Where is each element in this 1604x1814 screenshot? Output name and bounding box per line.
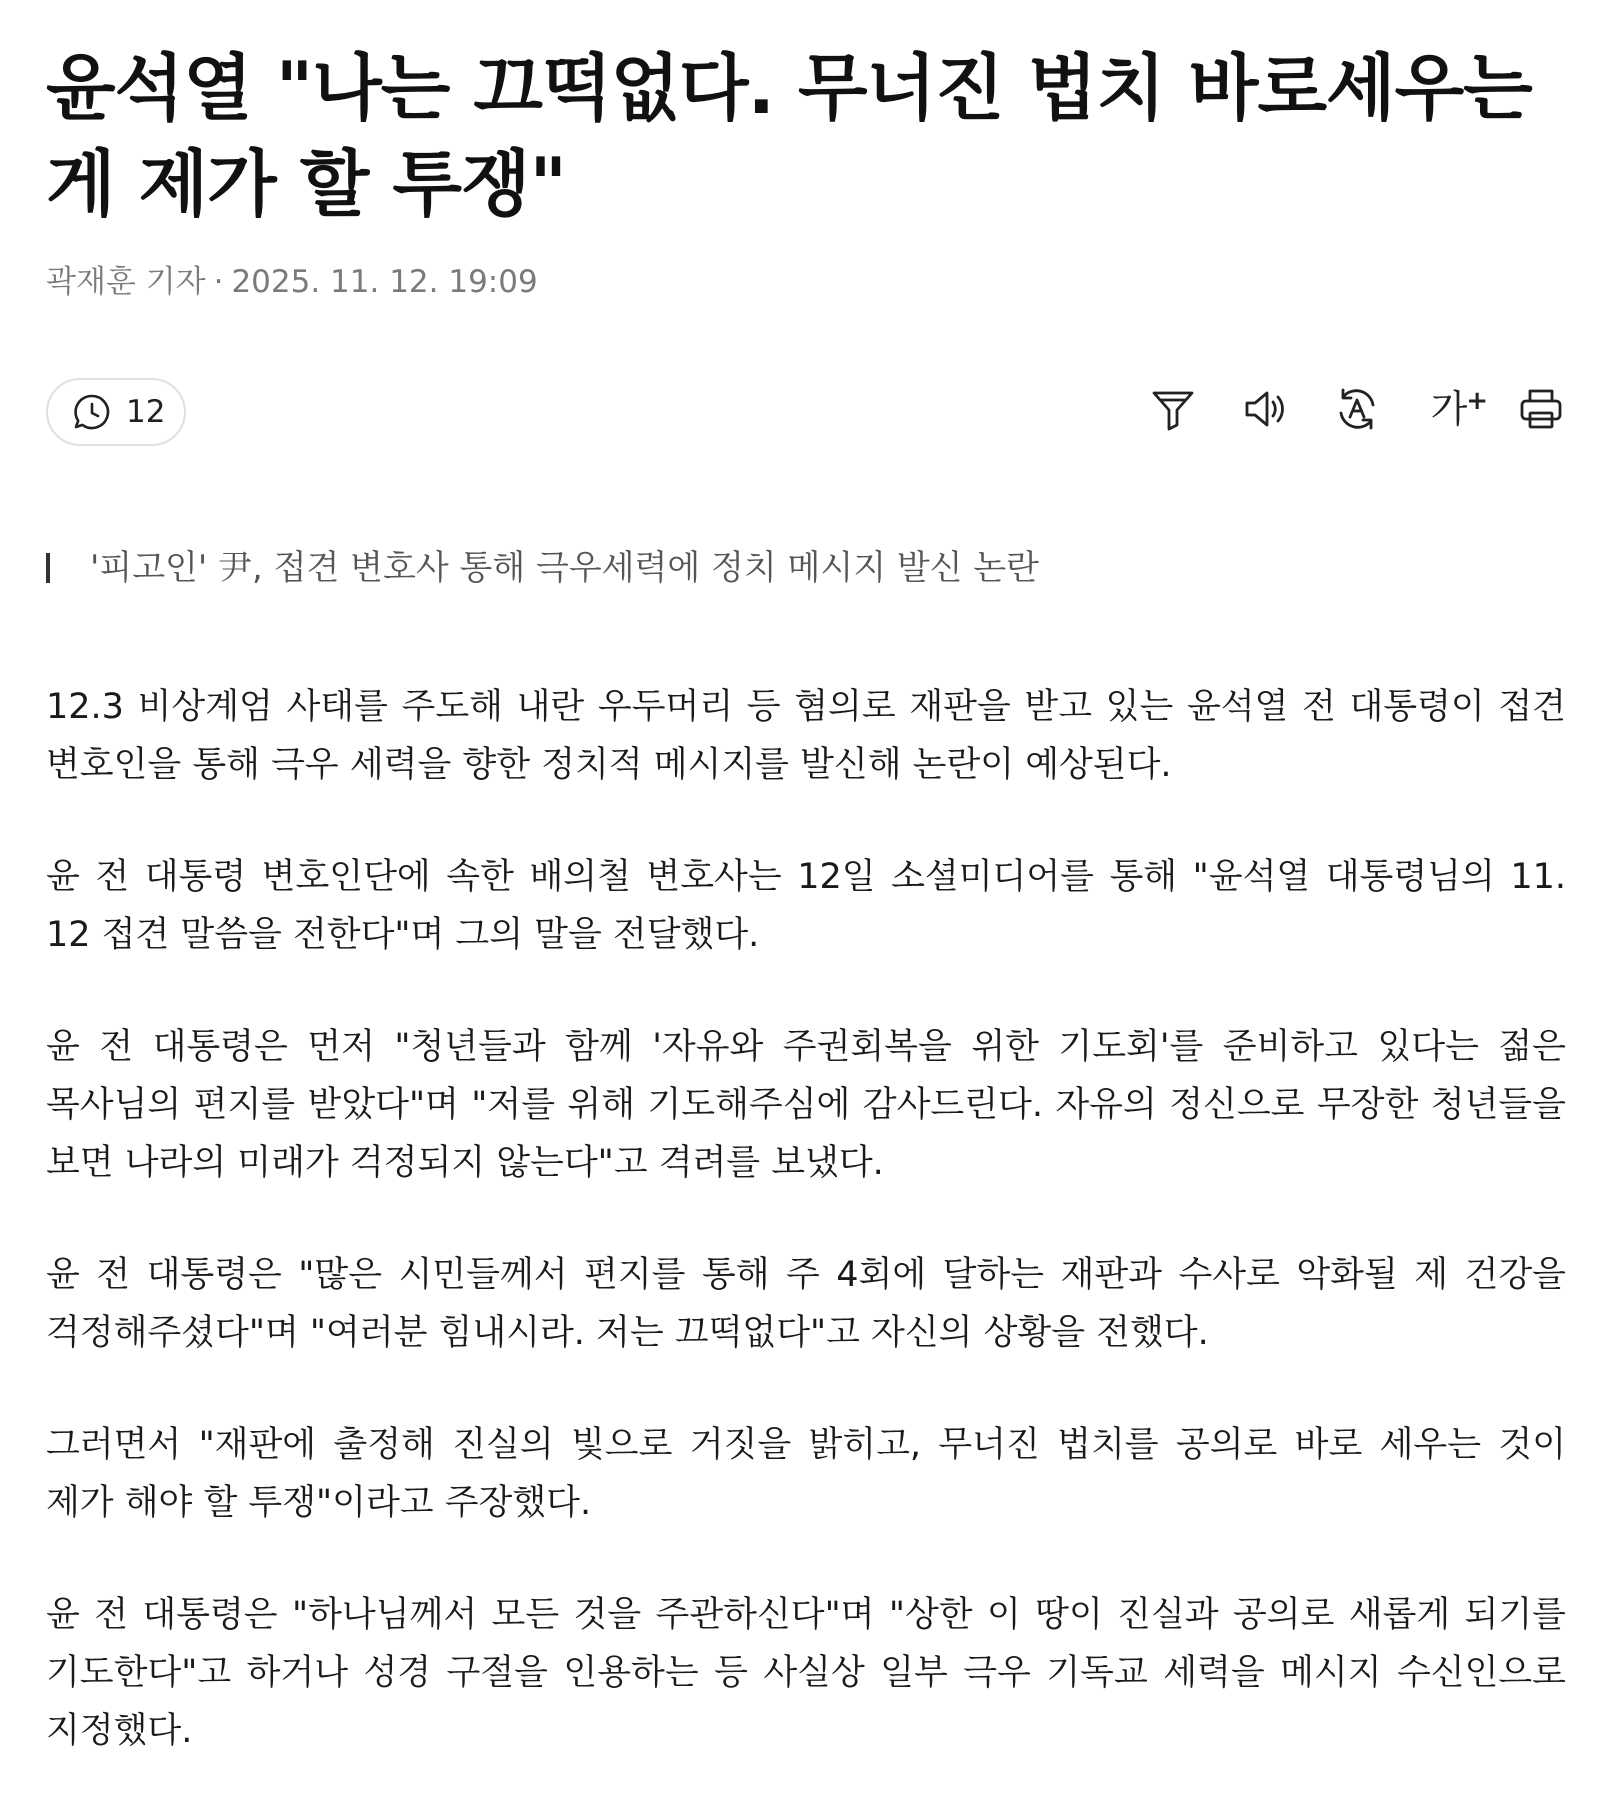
article-body	[46, 678, 1566, 1814]
paragraph: 윤 전 대통령은 먼저 "청년들과 함께 '자유와 주권회복을 위한 기도회'를 준비하고 있다는 젊은 목사님의 편지를 받았다"며 "저를 위해 기도해주심에 감사드린다. 자유의 정신으로 무장한 청년들을 보면 나라의 미래가 걱정되지 않는다"고 격려를 보냈다.	[46, 1027, 1566, 1183]
font-size-plus: +	[1466, 386, 1488, 416]
article-title: 윤석열 "나는 끄떡없다. 무너진 법치 바로세우는 게 제가 할 투쟁"	[46, 46, 1532, 226]
paragraph: 그러면서 "재판에 출정해 진실의 빛으로 거짓을 밝히고, 무너진 법치를 공의로 바로 세우는 것이 제가 해야 할 투쟁"이라고 주장했다.	[46, 1425, 1566, 1523]
comment-icon	[72, 392, 112, 432]
subheadline-text: '피고인' 尹, 접견 변호사 통해 극우세력에 정치 메시지 발신 논란	[90, 548, 1040, 588]
comment-button[interactable]	[46, 378, 186, 446]
filter-button[interactable]	[1148, 384, 1198, 434]
subheadline	[46, 546, 1039, 590]
translate-icon	[1333, 385, 1381, 433]
byline	[46, 262, 538, 302]
publish-datetime: 2025. 11. 12. 19:09	[231, 264, 538, 300]
subheadline-bar	[46, 553, 50, 583]
comment-count: 12	[126, 394, 166, 430]
font-size-button[interactable]	[1424, 384, 1488, 434]
tts-button[interactable]	[1240, 384, 1290, 434]
byline-separator: ·	[213, 264, 224, 300]
print-icon	[1517, 385, 1565, 433]
font-size-icon: 가	[1430, 387, 1468, 431]
speaker-icon	[1241, 385, 1289, 433]
paragraph: 윤 전 대통령은 "많은 시민들께서 편지를 통해 주 4회에 달하는 재판과 수사로 악화될 제 건강을 걱정해주셨다"며 "여러분 힘내시라. 저는 끄떡없다"고 자신의 상황을 전했다.	[46, 1255, 1566, 1353]
reporter-name[interactable]: 곽재훈 기자	[46, 264, 206, 300]
paragraph: 윤 전 대통령 변호인단에 속한 배의철 변호사는 12일 소셜미디어를 통해 "윤석열 대통령님의 11. 12 접견 말씀을 전한다"며 그의 말을 전달했다.	[46, 857, 1566, 955]
article-toolbar	[1148, 384, 1566, 434]
paragraph: 12.3 비상계엄 사태를 주도해 내란 우두머리 등 혐의로 재판을 받고 있는 윤석열 전 대통령이 접견 변호인을 통해 극우 세력을 향한 정치적 메시지를 발신해 논란이 예상된다.	[46, 687, 1566, 785]
print-button[interactable]	[1516, 384, 1566, 434]
paragraph: 윤 전 대통령은 "하나님께서 모든 것을 주관하신다"며 "상한 이 땅이 진실과 공의로 새롭게 되기를 기도한다"고 하거나 성경 구절을 인용하는 등 사실상 일부 극우 기독교 세력을 메시지 수신인으로 지정했다.	[46, 1595, 1566, 1751]
filter-icon	[1149, 385, 1197, 433]
translate-button[interactable]	[1332, 384, 1382, 434]
